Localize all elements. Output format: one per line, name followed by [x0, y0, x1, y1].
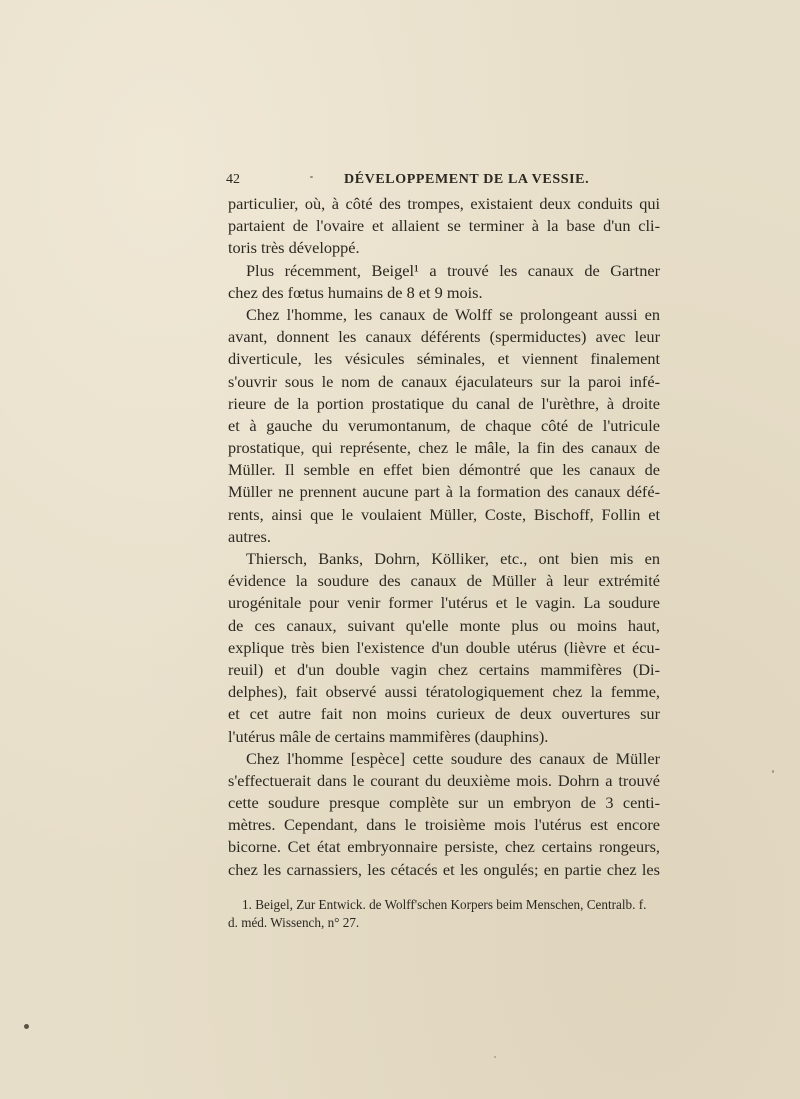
page-number: 42 — [226, 172, 240, 187]
text-line: cette soudure presque complète sur un embryon de 3 centi- — [228, 793, 660, 813]
footnote-line: 1. Beigel, Zur Entwick. de Wolff'schen Korpers beim Menschen, Centralb. f. — [242, 897, 647, 912]
text-line: l'utérus mâle de certains mammifères (dauphins). — [228, 726, 549, 746]
text-line: partaient de l'ovaire et allaient se terminer à la base d'un cli- — [228, 216, 660, 236]
text-line: et à gauche du verumontanum, de chaque côté de l'utricule — [228, 415, 660, 435]
text-line: rieure de la portion prostatique du canal de l'urèthre, à droite — [228, 393, 660, 413]
running-title: DÉVELOPPEMENT DE LA VESSIE. — [344, 172, 590, 187]
text-line: Müller ne prennent aucune part à la formation des canaux défé- — [228, 482, 660, 502]
text-line: autres. — [228, 526, 271, 546]
text-line: urogénitale pour venir former l'utérus et le vagin. La soudure — [228, 593, 660, 613]
text-line: chez les carnassiers, les cétacés et les ongulés; en partie chez les — [228, 859, 660, 879]
text-line: explique très bien l'existence d'un double utérus (lièvre et écu- — [228, 637, 660, 657]
text-line: delphes), fait observé aussi tératologiquement chez la femme, — [228, 682, 660, 702]
paper-speck — [310, 176, 313, 178]
text-line: chez des fœtus humains de 8 et 9 mois. — [228, 282, 483, 302]
running-head — [226, 172, 662, 192]
body-text — [228, 193, 660, 881]
text-line: Chez l'homme [espèce] cette soudure des canaux de Müller — [246, 748, 660, 768]
text-line: rents, ainsi que le voulaient Müller, Coste, Bischoff, Follin et — [228, 504, 660, 524]
text-line: s'ouvrir sous le nom de canaux éjaculateurs sur la paroi infé- — [228, 371, 660, 391]
text-line: et cet autre fait non moins curieux de deux ouvertures sur — [228, 704, 660, 724]
text-line: évidence la soudure des canaux de Müller à leur extrémité — [228, 571, 660, 591]
text-line: de ces canaux, suivant qu'elle monte plus ou moins haut, — [228, 615, 660, 635]
text-line: bicorne. Cet état embryonnaire persiste, chez certains rongeurs, — [228, 837, 660, 857]
text-line: Plus récemment, Beigel¹ a trouvé les canaux de Gartner — [246, 260, 660, 280]
text-line: Chez l'homme, les canaux de Wolff se prolongeant aussi en — [246, 304, 660, 324]
text-line: mètres. Cependant, dans le troisième mois l'utérus est encore — [228, 815, 660, 835]
footnote-line: d. méd. Wissench, n° 27. — [228, 915, 360, 930]
paper-speck — [494, 1056, 496, 1058]
text-line: particulier, où, à côté des trompes, existaient deux conduits qui — [228, 194, 660, 213]
footnote — [228, 896, 662, 932]
text-line: diverticule, les vésicules séminales, et viennent finalement — [228, 349, 660, 369]
text-line: reuil) et d'un double vagin chez certains mammifères (Di- — [228, 659, 660, 679]
text-line: Thiersch, Banks, Dohrn, Kölliker, etc., ont bien mis en — [246, 549, 660, 568]
text-line: toris très développé. — [228, 238, 360, 258]
paper-speck — [24, 1024, 29, 1029]
paper-speck — [772, 770, 774, 773]
text-line: s'effectuerait dans le courant du deuxième mois. Dohrn a trouvé — [228, 770, 660, 790]
text-line: avant, donnent les canaux déférents (spermiductes) avec leur — [228, 327, 660, 347]
text-line: prostatique, qui représente, chez le mâle, la fin des canaux de — [228, 438, 660, 458]
text-line: Müller. Il semble en effet bien démontré que les canaux de — [228, 460, 660, 480]
